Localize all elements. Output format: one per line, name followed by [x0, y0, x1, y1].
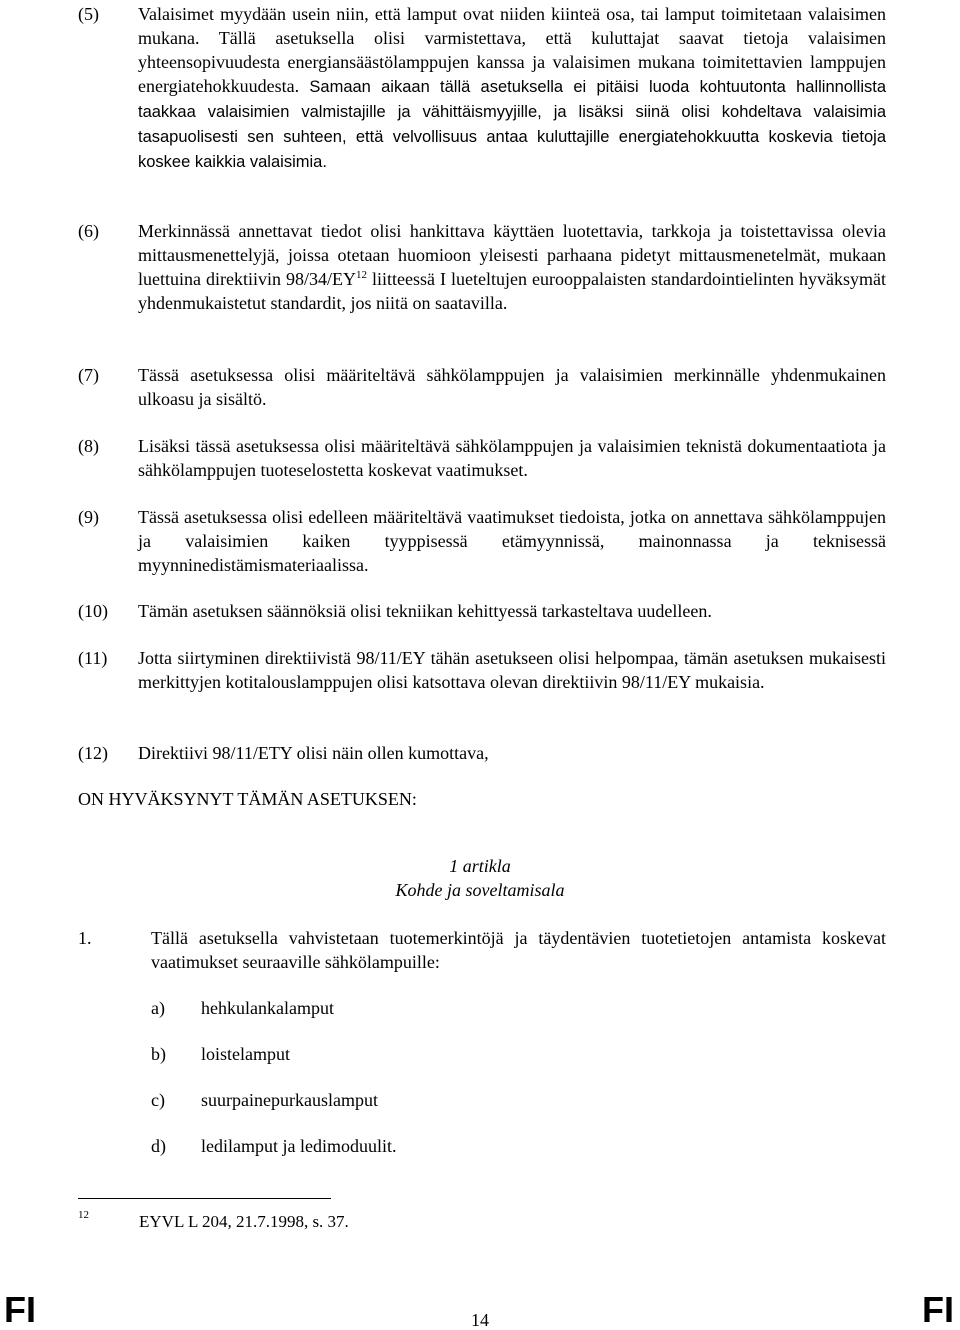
list-item-text: suurpainepurkauslamput — [201, 1090, 378, 1110]
recital-number: (5) — [78, 4, 99, 24]
adoption-formula: ON HYVÄKSYNYT TÄMÄN ASETUKSEN: — [78, 789, 417, 809]
recital-text-part: Valaisimet myydään usein niin, että lamput ovat niiden kiinteä osa, tai lamput toimitetaan valaisimen mukana. Tällä asetuksella olisi varmistettava, että kuluttajat saavat tietoja valaisimen yhteensopivuudesta energiansäästölamppujen kanssa ja valaisimen mukana toimitettavien lamppujen energiatehokkuudesta. — [138, 4, 886, 96]
recital-9 — [78, 505, 886, 577]
list-item-text: loistelamput — [201, 1044, 290, 1064]
recital-text: Direktiivi 98/11/ETY olisi näin ollen kumottava, — [138, 743, 489, 763]
footnote-number: 12 — [78, 1209, 89, 1221]
recital-number: (7) — [78, 365, 99, 385]
footnote-reference[interactable]: 12 — [356, 269, 368, 281]
recital-text: Jotta siirtyminen direktiivistä 98/11/EY tähän asetukseen olisi helpompaa, tämän asetuksen mukaisesti merkittyjen kotitalouslamppujen olisi katsottava olevan direktiivin 98/11/EY mukaisia. — [138, 648, 886, 692]
recital-text: Tässä asetuksessa olisi määriteltävä sähkölamppujen ja valaisimien merkinnälle yhdenmukainen ulkoasu ja sisältö. — [138, 365, 886, 409]
list-item-letter: c) — [151, 1090, 165, 1110]
language-code-right: FI — [922, 1289, 954, 1330]
recital-number: (6) — [78, 221, 99, 241]
recital-text-part: Merkinnässä annettavat tiedot olisi hankittava käyttäen luotettavia, tarkkoja ja toistettavissa olevia mittausmenettelyjä, joissa otetaan huomioon yleisesti parhaana pidetyt mittausmenetelmät, mukaan luettuina direktiivin 98/34/EY — [138, 221, 886, 289]
recital-number: (12) — [78, 743, 108, 763]
list-item-text: hehkulankalamput — [201, 998, 334, 1018]
paragraph-text: Tällä asetuksella vahvistetaan tuotemerkintöjä ja täydentävien tuotetietojen antamista koskevat vaatimukset seuraaville sähkölampuille: — [151, 928, 886, 972]
list-item-letter: a) — [151, 998, 165, 1018]
language-code-left: FI — [4, 1289, 36, 1330]
recital-12 — [78, 741, 886, 765]
recital-number: (11) — [78, 648, 108, 668]
recital-number: (10) — [78, 601, 108, 621]
list-item-text: ledilamput ja ledimoduulit. — [201, 1136, 397, 1156]
recital-10 — [78, 599, 886, 623]
recital-7 — [78, 363, 886, 411]
recital-text — [138, 219, 886, 315]
recital-number: (9) — [78, 507, 99, 527]
list-item-letter: d) — [151, 1136, 166, 1156]
recital-6 — [78, 219, 886, 315]
recital-8 — [78, 434, 886, 482]
recital-text: Tämän asetuksen säännöksiä olisi tekniikan kehittyessä tarkasteltava uudelleen. — [138, 601, 712, 621]
recital-5 — [78, 2, 886, 174]
footnote-separator — [78, 1198, 331, 1199]
recital-11 — [78, 646, 886, 694]
recital-text-part: Samaan aikaan tällä asetuksella ei pitäisi luoda kohtuutonta hallinnollista taakkaa valaisimien valmistajille ja vähittäismyyjille, ja lisäksi siinä olisi kohdeltava valaisimia tasapuolisesti sen suhteen, että velvollisuus antaa kuluttajille energiatehokkuutta koskevia tietoja koskee kaikkia valaisimia. — [138, 78, 886, 171]
article-title: Kohde ja soveltamisala — [395, 880, 565, 900]
recital-text: Lisäksi tässä asetuksessa olisi määriteltävä sähkölamppujen ja valaisimien teknistä dokumentaatiota ja sähkölamppujen tuoteselostetta koskevat vaatimukset. — [138, 436, 886, 480]
recital-number: (8) — [78, 436, 99, 456]
article-number: 1 artikla — [449, 856, 511, 876]
recital-text-part: liitteessä I lueteltujen eurooppalaisten standardointielinten hyväksymät yhdenmukaistetut standardit, jos niitä on saatavilla. — [138, 269, 887, 313]
paragraph-number: 1. — [78, 928, 92, 948]
article-paragraph-1 — [78, 926, 886, 974]
recital-text — [138, 2, 886, 174]
page-number: 14 — [471, 1310, 489, 1330]
recital-text: Tässä asetuksessa olisi edelleen määriteltävä vaatimukset tiedoista, jotka on annettava sähkölamppujen ja valaisimien kaiken tyyppisessä etämyynnissä, mainonnassa ja teknisessä myynninedistämismateriaalissa. — [138, 507, 886, 575]
footnote-text: EYVL L 204, 21.7.1998, s. 37. — [139, 1212, 349, 1231]
list-item-letter: b) — [151, 1044, 166, 1064]
